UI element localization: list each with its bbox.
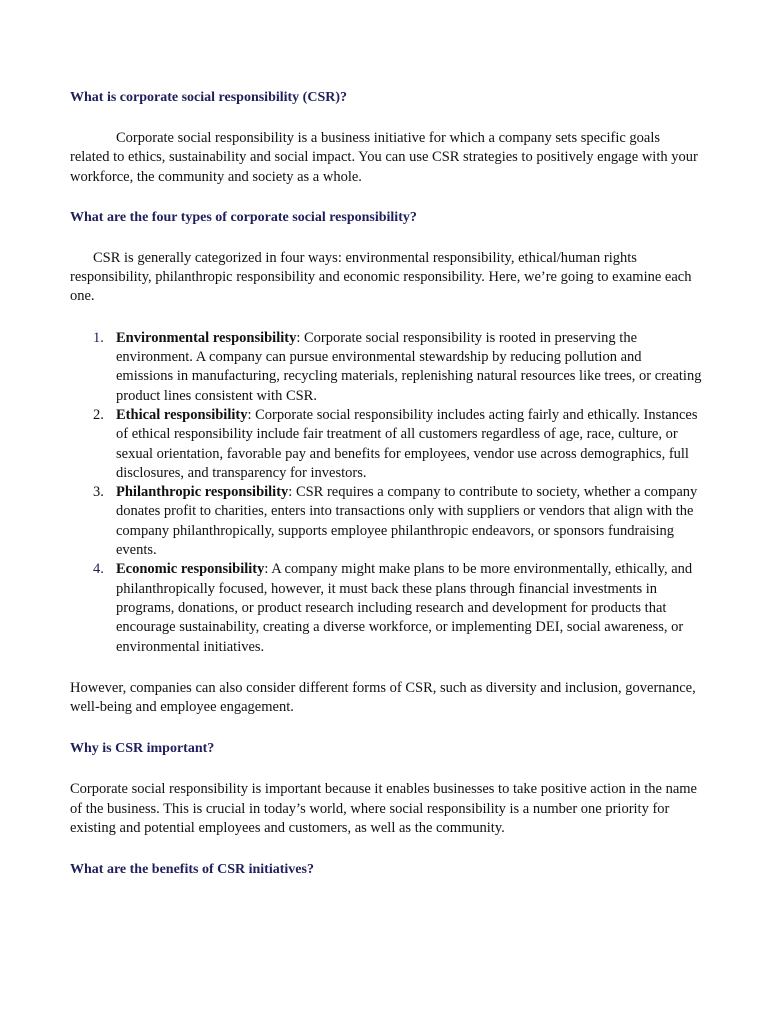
list-item-text: : CSR requires a company to contribute to society, whether a company donates profit to charities, enters into transactions only with suppliers or vendors that align with the company philanthropically, supports employee philanthropic endeavors, or sponsors fundraising events. — [116, 484, 698, 559]
list-item-text: : Corporate social responsibility is rooted in preserving the environment. A company can pursue environmental stewardship by reducing pollution and emissions in manufacturing, recycling materials, replenishing natural resources like trees, or creating product lines consistent with CSR. — [116, 329, 702, 404]
list-item-term: Economic responsibility — [116, 561, 265, 578]
document-page — [70, 88, 702, 879]
list-item-ethical — [93, 406, 702, 483]
paragraph-csr-definition: Corporate social responsibility is a business initiative for which a company sets specific goals related to ethics, sustainability and social impact. You can use CSR strategies to positively engage with your workforce, the community and society as a whole. — [70, 130, 698, 185]
heading-four-types: What are the four types of corporate social responsibility? — [70, 209, 417, 225]
list-number: 3. — [93, 484, 104, 501]
list-number: 1. — [93, 329, 104, 346]
heading-benefits: What are the benefits of CSR initiatives? — [70, 862, 314, 878]
paragraph-four-types-intro: CSR is generally categorized in four ways: environmental responsibility, ethical/human rights responsibility, philanthropic responsibility and economic responsibility. Here, we’re going to examine each one. — [70, 249, 692, 305]
list-item-economic — [93, 560, 702, 656]
heading-why-important: Why is CSR important? — [70, 741, 215, 757]
list-number: 4. — [93, 561, 104, 578]
list-item-text: : Corporate social responsibility includes acting fairly and ethically. Instances of ethical responsibility include fair treatment of all customers regardless of age, race, culture, or sexual orientation, favorable pay and benefits for employees, vendor use across demographics, full disclosures, and transparency for investors. — [116, 406, 698, 481]
list-item-term: Ethical responsibility — [116, 406, 248, 423]
paragraph-why-important: Corporate social responsibility is important because it enables businesses to take positive action in the name of the business. This is crucial in today’s world, where social responsibility is a number one priority for existing and potential employees and customers, as well as the community. — [70, 781, 697, 837]
list-item-philanthropic — [93, 483, 702, 560]
paragraph-other-forms: However, companies can also consider different forms of CSR, such as diversity and inclusion, governance, well-being and employee engagement. — [70, 679, 696, 716]
csr-types-list — [70, 329, 702, 657]
list-item-environmental — [93, 329, 702, 406]
list-item-term: Environmental responsibility — [116, 329, 297, 346]
list-item-term: Philanthropic responsibility — [116, 484, 289, 501]
list-number: 2. — [93, 406, 104, 423]
list-item-text: : A company might make plans to be more environmentally, ethically, and philanthropically focused, however, it must back these plans through financial investments in programs, donations, or product research including research and development for products that encourage sustainability, creating a diverse workforce, or implementing DEI, social awareness, or environmental initiatives. — [116, 561, 693, 655]
heading-what-is-csr: What is corporate social responsibility (CSR)? — [70, 90, 348, 105]
